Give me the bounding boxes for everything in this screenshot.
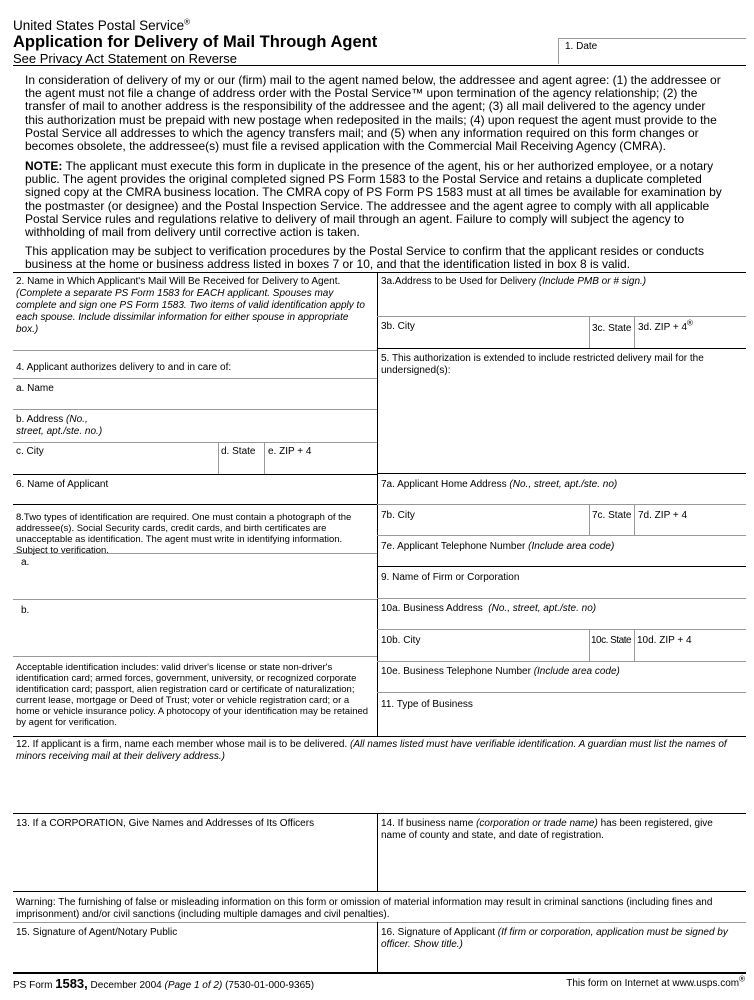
field-8a-id[interactable] <box>13 554 377 599</box>
field-2-label-text: 2. Name in Which Applicant's Mail Will Be Received for Delivery to Agent. <box>16 276 341 287</box>
field-6-label: 6. Name of Applicant <box>16 479 109 490</box>
field-4e-zip[interactable] <box>265 443 377 474</box>
field-14-label-pre: 14. If business name <box>381 818 474 829</box>
field-4b-address[interactable] <box>13 410 377 442</box>
field-11-label: 11. Type of Business <box>381 699 473 710</box>
field-7a-label-text: 7a. Applicant Home Address <box>381 479 507 490</box>
field-10e-label-text: 10e. Business Telephone Number <box>381 666 531 677</box>
field-13-corporation-officers[interactable] <box>13 814 377 891</box>
field-9-firm-name[interactable] <box>378 567 746 598</box>
field-8-label: 8.Two types of identification are required. One must contain a photograph of the addressee(s). Social Security cards, credit cards, and birth certificates are unacceptable as identification. The agent must write in identifying information. Subject to verification. <box>16 512 352 556</box>
field-7a-home-address[interactable] <box>378 474 746 504</box>
field-3a-label <box>381 276 741 288</box>
note-label: NOTE: <box>25 159 63 173</box>
field-10d-label: 10d. ZIP + 4 <box>637 635 692 646</box>
field-10d-zip[interactable] <box>635 630 746 661</box>
field-7a-label <box>381 479 741 491</box>
field-7c-state[interactable] <box>590 505 634 535</box>
form-prefix: PS Form <box>13 980 56 991</box>
form-page: (Page 1 of 2) <box>164 980 223 991</box>
field-7a-note: (No., street, apt./ste. no) <box>509 479 618 490</box>
field-2-mail-name[interactable] <box>13 273 377 350</box>
field-13-label: 13. If a CORPORATION, Give Names and Addresses of Its Officers <box>16 818 315 829</box>
field-10c-label: 10c. State <box>591 635 632 646</box>
field-10b-city[interactable] <box>378 630 589 661</box>
field-12-firm-members[interactable] <box>13 737 746 813</box>
field-15-agent-signature[interactable] <box>13 923 377 972</box>
registered-mark: ® <box>739 974 745 984</box>
field-7e-label <box>381 541 741 553</box>
privacy-note: See Privacy Act Statement on Reverse <box>13 51 237 66</box>
warning-text: Warning: The furnishing of false or misleading information on this form or omission of material information may result in criminal sanctions (including fines and imprisonment) and/or civil sanctions (including multiple damages and civil penalties). <box>16 897 713 920</box>
field-4-authorizes <box>13 351 377 378</box>
field-3a-delivery-address[interactable] <box>378 273 746 316</box>
field-4b-label-text: b. Address <box>16 414 64 425</box>
field-7e-label-text: 7e. Applicant Telephone Number <box>381 541 526 552</box>
field-10c-state[interactable] <box>590 630 634 661</box>
field-5-restricted-delivery[interactable] <box>378 349 746 473</box>
field-12-note: (All names listed must have verifiable identification. A guardian must list the names of minors receiving mail at their delivery address.) <box>16 739 727 762</box>
field-4-label: 4. Applicant authorizes delivery to and in care of: <box>16 362 232 373</box>
field-14-business-registration[interactable] <box>378 814 746 891</box>
field-2-note: (Complete a separate PS Form 1583 for EACH applicant. Spouses may complete and sign one PS Form 1583. Two items of valid identification apply to each spouse. Include dissimilar information for either spouse in appropriate box.) <box>16 288 365 335</box>
footer-internet-text: This form on Internet at www.usps.com <box>566 978 740 989</box>
registered-mark: ® <box>687 318 693 328</box>
field-4c-label: c. City <box>16 446 44 457</box>
field-7d-zip[interactable] <box>635 505 746 535</box>
field-8b-id[interactable] <box>13 600 377 656</box>
note-paragraph <box>25 160 725 239</box>
field-7d-label: 7d. ZIP + 4 <box>638 510 688 521</box>
field-3d-label <box>638 318 693 334</box>
field-10e-note: (Include area code) <box>533 666 620 677</box>
field-3b-city[interactable] <box>378 317 589 348</box>
field-10a-note: (No., street, apt./ste. no) <box>488 603 597 614</box>
field-4a-name[interactable] <box>13 379 377 409</box>
field-4b-label <box>16 414 116 438</box>
field-10a-label-text: 10a. Business Address <box>381 603 483 614</box>
field-4d-label: d. State <box>221 446 256 457</box>
form-title: Application for Delivery of Mail Through Agent <box>13 33 378 51</box>
agency-name <box>13 18 190 33</box>
form-date: December 2004 <box>87 980 165 991</box>
field-15-label: 15. Signature of Agent/Notary Public <box>16 927 178 938</box>
field-4a-label: a. Name <box>16 383 54 394</box>
field-11-business-type[interactable] <box>378 693 746 736</box>
field-8b-label: b. <box>21 605 30 616</box>
field-4d-state[interactable] <box>219 443 264 474</box>
verification-paragraph: This application may be subject to verification procedures by the Postal Service to confirm that the applicant resides or conducts business at the home or business address listed in boxes 7 or 10, and that the identification listed in box 8 is valid. <box>25 244 705 272</box>
field-7b-label: 7b. City <box>381 510 415 521</box>
field-8a-label: a. <box>21 557 30 568</box>
date-field[interactable] <box>559 39 746 65</box>
field-4e-label: e. ZIP + 4 <box>268 446 312 457</box>
field-5-label: 5. This authorization is extended to include restricted delivery mail for the undersigned(s): <box>381 353 704 376</box>
field-10e-label <box>381 666 741 678</box>
field-12-label-text: 12. If applicant is a firm, name each member whose mail is to be delivered. <box>16 739 348 750</box>
field-7e-telephone[interactable] <box>378 536 746 566</box>
form-number: 1583, <box>55 976 88 991</box>
field-16-label <box>381 927 731 951</box>
field-7e-note: (Include area code) <box>528 541 615 552</box>
field-10a-business-address[interactable] <box>378 599 746 629</box>
field-16-applicant-signature[interactable] <box>378 923 746 972</box>
field-7b-city[interactable] <box>378 505 589 535</box>
agency-name-text: United States Postal Service <box>13 18 185 33</box>
field-12-label <box>16 739 741 763</box>
date-label: 1. Date <box>565 41 598 52</box>
field-3c-label: 3c. State <box>592 323 632 334</box>
field-16-note: (If firm or corporation, application must be signed by officer. Show title.) <box>381 927 728 950</box>
form-code: (7530-01-000-9365) <box>222 980 315 991</box>
intro-paragraph: In consideration of delivery of my or our (firm) mail to the agent named below, the addressee and agent agree: (1) the addressee or the agent must not file a change of address order with the Postal Service™ upon termination of the agency relationship; (2) the transfer of mail to another address is the responsibility of the addressee and the agent; (3) all mail delivered to the agency under this authorization must be prepaid with new postage when redeposited in the mails; (4) upon request the agent must provide to the Postal Service all addresses to which the agency transfers mail; and (5) when any information required on this form changes or becomes obsolete, the addressee(s) must file a revised application with the Commercial Mail Receiving Agency (CMRA). <box>25 73 721 154</box>
field-6-applicant-name[interactable] <box>13 475 377 504</box>
note-text: The applicant must execute this form in duplicate in the presence of the agent, his or her authorized employee, or a notary public. The agent provides the original completed signed PS Form 1583 to the Postal Service and retains a duplicate completed signed copy at the CMRA business location. The CMRA copy of PS Form PS 1583 must at all times be available for examination by the postmaster (or designee) and the Postal Inspection Service. The addressee and the agent agree to comply with all applicable Postal Service rules and regulations relative to delivery of mail through an agent. Failure to comply will subject the agency to withholding of mail from delivery until corrective action is taken. <box>25 159 722 240</box>
field-14-note: (corporation or trade name) <box>476 818 598 829</box>
field-4c-city[interactable] <box>13 443 218 474</box>
registered-mark: ® <box>184 17 190 27</box>
field-10a-label <box>381 603 741 615</box>
form-footer-id <box>13 978 314 992</box>
field-3b-label: 3b. City <box>381 321 415 332</box>
field-3a-label-text: 3a.Address to be Used for Delivery <box>381 276 537 287</box>
field-3d-label-text: 3d. ZIP + 4 <box>638 322 688 333</box>
field-9-label: 9. Name of Firm or Corporation <box>381 572 520 583</box>
field-14-label-post: has been registered, give name of county and state, and date of registration. <box>381 818 713 841</box>
field-4b-note: (No., street, apt./ste. no.) <box>16 414 103 437</box>
field-10b-label: 10b. City <box>381 635 421 646</box>
field-14-label <box>381 818 733 842</box>
field-3d-zip[interactable] <box>635 317 746 348</box>
field-3a-note: (Include PMB or # sign.) <box>538 276 647 287</box>
field-2-label <box>16 276 368 336</box>
field-3c-state[interactable] <box>590 317 634 348</box>
field-8-identification <box>13 505 377 556</box>
field-7c-label: 7c. State <box>592 510 632 521</box>
acceptable-id-text: Acceptable identification includes: valid driver's license or state non-driver's identification card; armed forces, government, university, or recognized corporate identification card; passport, alien registration card or certificate of naturalization; current lease, mortgage or Deed of Trust; voter or vehicle registration card; or a home or vehicle insurance policy. A photocopy of your identification may be retained by agent for verification. <box>16 662 369 728</box>
field-16-label-text: 16. Signature of Applicant <box>381 927 495 938</box>
field-10e-business-telephone[interactable] <box>378 662 746 692</box>
footer-internet <box>566 974 745 990</box>
